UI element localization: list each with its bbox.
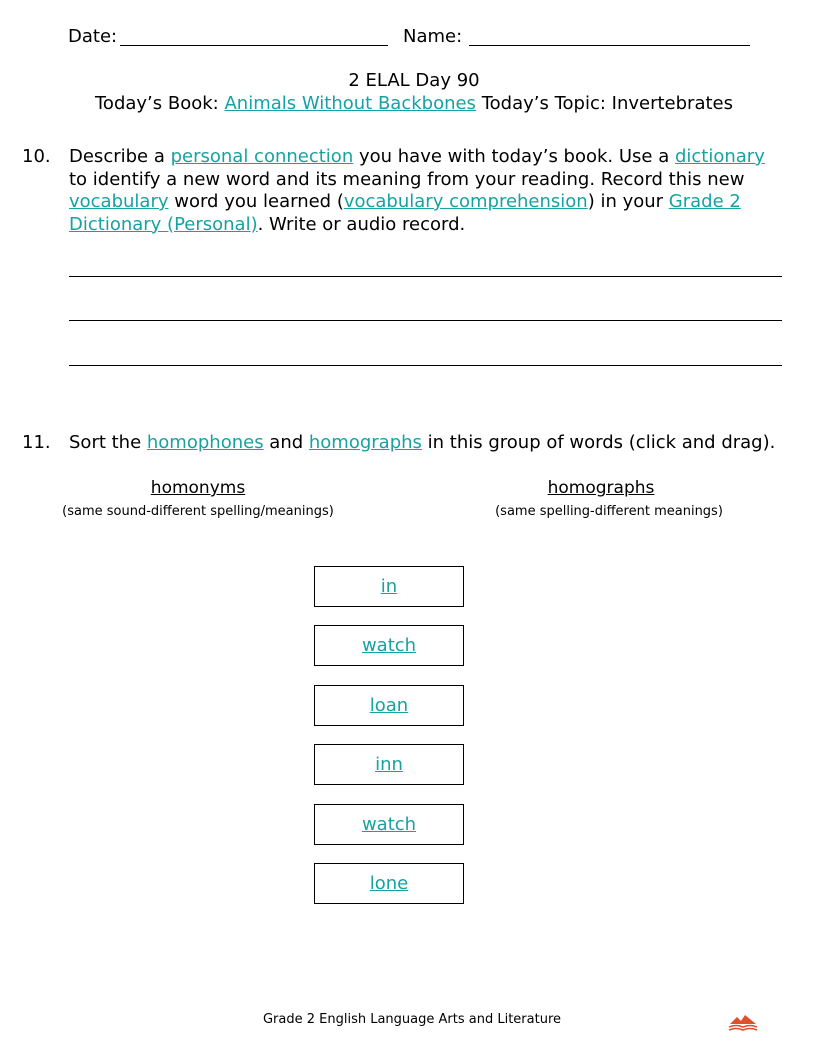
book-title-link[interactable]: Animals Without Backbones xyxy=(224,93,476,114)
name-label: Name: xyxy=(403,26,463,47)
q10-text-3: to identify a new word and its meaning from your reading. Record this new xyxy=(69,168,745,190)
word-card-lone[interactable]: lone xyxy=(314,863,464,904)
homographs-link[interactable]: homographs xyxy=(308,432,422,453)
word-card-loan[interactable]: loan xyxy=(314,685,464,726)
homographs-title: homographs xyxy=(547,478,655,498)
vocabulary-comprehension-link[interactable]: vocabulary comprehension xyxy=(343,191,588,212)
question-11-number: 11. xyxy=(22,432,51,453)
q11-text-2: and xyxy=(263,432,309,453)
homonyms-heading xyxy=(69,478,327,498)
book-topic-line xyxy=(0,93,816,116)
word-card-watch-2[interactable]: watch xyxy=(314,804,464,845)
q10-text-1: Describe a xyxy=(69,146,171,167)
word-card-in[interactable]: in xyxy=(314,566,464,607)
q11-text-1: Sort the xyxy=(69,432,147,453)
date-field[interactable] xyxy=(120,45,388,46)
grade2-dictionary-link[interactable]: Grade 2 Dictionary (Personal) xyxy=(69,191,741,235)
homophones-link[interactable]: homophones xyxy=(146,432,264,453)
word-card-inn[interactable]: inn xyxy=(314,744,464,785)
q11-text-3: in this group of words (click and drag). xyxy=(421,432,776,453)
word-card-watch-1[interactable]: watch xyxy=(314,625,464,666)
date-label: Date: xyxy=(68,26,118,47)
question-11-text xyxy=(69,432,789,455)
name-field[interactable] xyxy=(469,45,750,46)
answer-line-2[interactable] xyxy=(69,320,782,321)
answer-line-3[interactable] xyxy=(69,365,782,366)
homonyms-subtitle: (same sound-different spelling/meanings) xyxy=(62,504,334,519)
question-10-text xyxy=(69,146,769,236)
dictionary-link[interactable]: dictionary xyxy=(674,146,765,167)
book-prefix: Today’s Book: xyxy=(95,93,219,114)
answer-line-1[interactable] xyxy=(69,276,782,277)
q10-text-2: you have with today’s book. Use a xyxy=(353,146,675,167)
homonyms-title: homonyms xyxy=(150,478,246,498)
q10-text-6: . Write or audio record. xyxy=(257,213,466,235)
homographs-subtitle: (same spelling-different meanings) xyxy=(495,504,723,519)
q10-text-4: word you learned ( xyxy=(168,191,344,212)
footer-text: Grade 2 English Language Arts and Literature xyxy=(262,1012,562,1027)
page-title: 2 ELAL Day 90 xyxy=(348,70,480,91)
personal-connection-link[interactable]: personal connection xyxy=(170,146,354,167)
mountain-book-logo-icon xyxy=(728,1012,758,1034)
homographs-heading xyxy=(495,478,707,498)
q10-text-5: ) in your xyxy=(587,191,669,212)
vocabulary-link[interactable]: vocabulary xyxy=(69,191,169,212)
topic-text: Invertebrates xyxy=(611,93,733,114)
topic-prefix: Today’s Topic: xyxy=(481,93,606,114)
question-10-number: 10. xyxy=(22,146,51,167)
